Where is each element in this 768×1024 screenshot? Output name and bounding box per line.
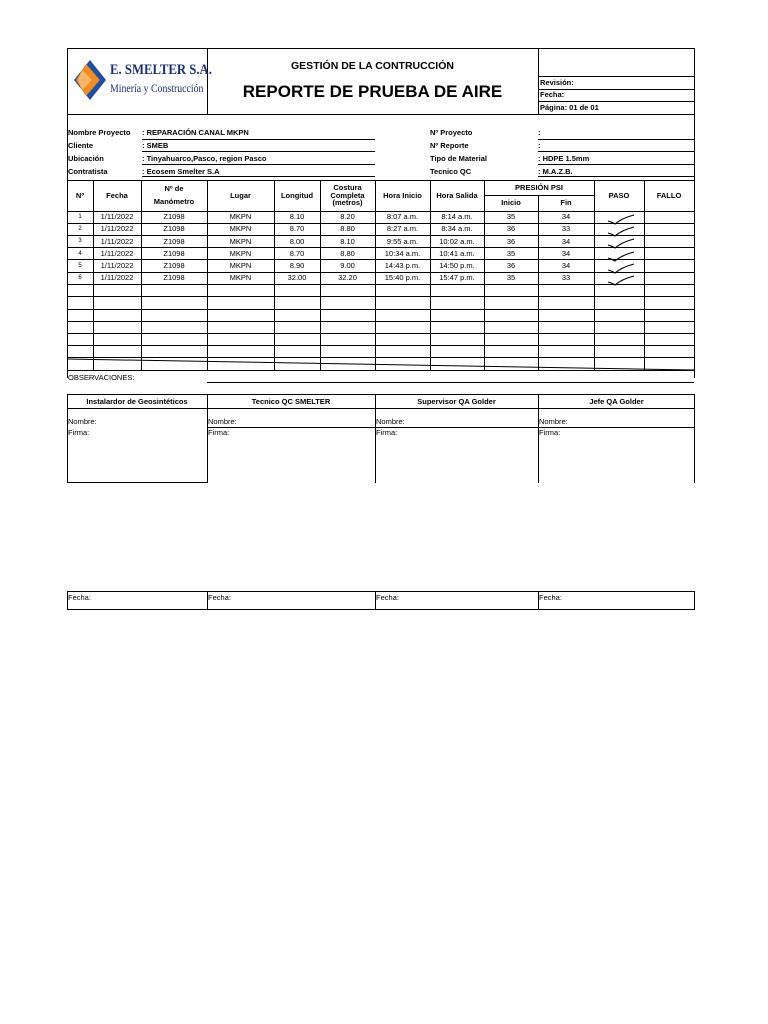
col-header-place: Lugar: [230, 190, 251, 200]
cell-pressure-end: 34: [561, 212, 571, 222]
cell-seam: 8.80: [340, 248, 355, 258]
report-number-value: :: [538, 141, 541, 150]
cell-place: MKPN: [229, 212, 252, 222]
cell-place: MKPN: [229, 224, 252, 234]
client-label: Cliente: [68, 141, 94, 150]
cell-start-time: 10:34 a.m.: [384, 248, 421, 258]
cell-end-time: 8:34 a.m.: [441, 224, 473, 234]
cell-pressure-end: 33: [561, 273, 571, 283]
cell-gauge: Z1098: [163, 212, 185, 222]
cell-date: 1/11/2022: [100, 224, 134, 234]
col-header-pressure-end: Fin: [560, 198, 572, 208]
cell-length: 8.00: [289, 236, 305, 246]
report-number-label: Nº Reporte: [430, 141, 469, 150]
cell-pressure-end: 33: [561, 224, 571, 234]
col-header-seam: Costura Completa (metros): [330, 182, 365, 208]
col-header-end-time: Hora Salida: [436, 190, 478, 200]
location-label: Ubicación: [68, 154, 104, 163]
qc-tech-signature-label: Firma:: [208, 428, 230, 437]
cell-date: 1/11/2022: [100, 212, 134, 222]
cell-length: 8.10: [289, 212, 305, 222]
col-header-num: Nº: [75, 190, 85, 200]
project-name-label: Nombre Proyecto: [68, 128, 131, 137]
col-header-pass: PASO: [608, 190, 630, 200]
logo-diamond-icon: [72, 58, 108, 102]
cell-place: MKPN: [229, 248, 252, 258]
client-value: : SMEB: [142, 141, 169, 150]
cell-pressure-start: 35: [506, 273, 516, 283]
cell-gauge: Z1098: [163, 248, 185, 258]
material-label: Tipo de Material: [430, 154, 487, 163]
company-tagline: Minería y Construcción: [110, 81, 204, 95]
pass-check-icon: [606, 226, 636, 238]
cell-pressure-start: 35: [506, 248, 516, 258]
cell-length: 8.90: [289, 260, 305, 270]
cell-gauge: Z1098: [163, 273, 185, 283]
pass-check-icon: [606, 238, 636, 250]
cell-date: 1/11/2022: [100, 248, 134, 258]
signature-col-installer: Instalardor de Geosintéticos: [86, 396, 188, 406]
contractor-value: : Ecosem Smelter S.A: [142, 167, 220, 176]
cell-end-time: 10:02 a.m.: [439, 236, 475, 246]
project-name-value: : REPARACIÓN CANAL MKPN: [142, 128, 249, 137]
installer-signature-label: Firma:: [68, 428, 90, 437]
col-header-start-time: Hora Inicio: [383, 190, 422, 200]
footer-date-qa-supervisor: Fecha:: [376, 593, 399, 602]
cell-end-time: 15:47 p.m.: [439, 273, 475, 283]
cell-seam: 32.20: [338, 273, 357, 283]
cell-pressure-start: 36: [506, 224, 516, 234]
cell-start-time: 8:27 a.m.: [386, 224, 419, 234]
table-end-slash: [67, 358, 694, 372]
cell-pressure-start: 35: [506, 212, 516, 222]
project-number-label: Nº Proyecto: [430, 128, 473, 137]
cell-end-time: 10:41 a.m.: [439, 248, 475, 258]
report-title: REPORTE DE PRUEBA DE AIRE: [242, 82, 503, 101]
cell-end-time: 14:50 p.m.: [439, 260, 475, 270]
pass-check-icon: [606, 214, 636, 226]
cell-date: 1/11/2022: [100, 260, 134, 270]
header-divider-2: [538, 48, 539, 115]
page-number: Página: 01 de 01: [540, 103, 599, 112]
signature-col-qa-supervisor: Supervisor QA Golder: [417, 396, 496, 406]
revision-label: Revisión:: [540, 78, 574, 87]
cell-seam: 8.10: [340, 236, 355, 246]
header-date-label: Fecha:: [540, 90, 565, 99]
cell-num: 6: [78, 274, 82, 281]
material-value: : HDPE 1.5mm: [538, 154, 590, 163]
cell-pressure-start: 36: [506, 260, 516, 270]
dept-title: GESTIÓN DE LA CONTRUCCIÓN: [291, 60, 454, 72]
footer-date-qa-chief: Fecha:: [539, 593, 562, 602]
signature-col-qc-tech: Tecnico QC SMELTER: [251, 396, 331, 406]
qc-technician-value: : M.A.Z.B.: [538, 167, 573, 176]
location-value: : Tinyahuarco,Pasco, region Pasco: [142, 154, 267, 163]
company-logo: [72, 56, 212, 106]
col-header-gauge: Nº de Manómetro: [153, 184, 195, 206]
cell-gauge: Z1098: [163, 224, 185, 234]
cell-num: 3: [78, 238, 82, 245]
cell-place: MKPN: [229, 236, 252, 246]
observations-label: OBSERVACIONES:: [68, 373, 135, 382]
cell-seam: 9.00: [340, 260, 355, 270]
qa-supervisor-signature-label: Firma:: [376, 428, 398, 437]
cell-pressure-end: 34: [561, 248, 571, 258]
col-header-length: Longitud: [280, 190, 314, 200]
cell-seam: 8.20: [340, 212, 355, 222]
pass-check-icon: [606, 263, 636, 275]
col-header-fail: FALLO: [656, 190, 682, 200]
qc-tech-name-label: Nombre:: [208, 417, 237, 426]
cell-length: 8.70: [289, 224, 305, 234]
contractor-label: Contratista: [68, 167, 108, 176]
qa-chief-signature-label: Firma:: [539, 428, 561, 437]
pass-check-icon: [606, 275, 636, 287]
company-name: E. SMELTER S.A.: [110, 62, 212, 78]
signature-col-qa-chief: Jefe QA Golder: [589, 396, 644, 406]
cell-gauge: Z1098: [163, 236, 185, 246]
cell-length: 32.00: [287, 273, 307, 283]
cell-place: MKPN: [229, 260, 252, 270]
cell-pressure-start: 36: [506, 236, 516, 246]
cell-num: 1: [78, 213, 82, 220]
installer-name-label: Nombre:: [68, 417, 97, 426]
footer-date-qc-tech: Fecha:: [208, 593, 231, 602]
cell-start-time: 9:55 a.m.: [386, 236, 419, 246]
cell-start-time: 8:07 a.m.: [386, 212, 419, 222]
cell-num: 2: [78, 226, 82, 233]
cell-num: 5: [78, 262, 82, 269]
cell-start-time: 14:43 p.m.: [384, 260, 421, 270]
cell-gauge: Z1098: [163, 260, 185, 270]
cell-length: 8.70: [289, 248, 305, 258]
footer-date-installer: Fecha:: [68, 593, 91, 602]
cell-date: 1/11/2022: [100, 236, 134, 246]
col-header-pressure: PRESIÓN PSI: [515, 182, 563, 192]
pass-check-icon: [606, 251, 636, 263]
qa-supervisor-name-label: Nombre:: [376, 417, 405, 426]
project-number-value: :: [538, 128, 541, 137]
cell-pressure-end: 34: [561, 260, 571, 270]
cell-num: 4: [78, 250, 82, 257]
cell-start-time: 15:40 p.m.: [384, 273, 421, 283]
col-header-pressure-start: Inicio: [501, 198, 521, 208]
cell-end-time: 8:14 a.m.: [441, 212, 473, 222]
cell-place: MKPN: [229, 273, 252, 283]
cell-seam: 8.80: [340, 224, 355, 234]
cell-pressure-end: 34: [561, 236, 571, 246]
cell-date: 1/11/2022: [100, 273, 134, 283]
qa-chief-name-label: Nombre:: [539, 417, 568, 426]
col-header-date: Fecha: [106, 190, 128, 200]
qc-technician-label: Tecnico QC: [430, 167, 472, 176]
